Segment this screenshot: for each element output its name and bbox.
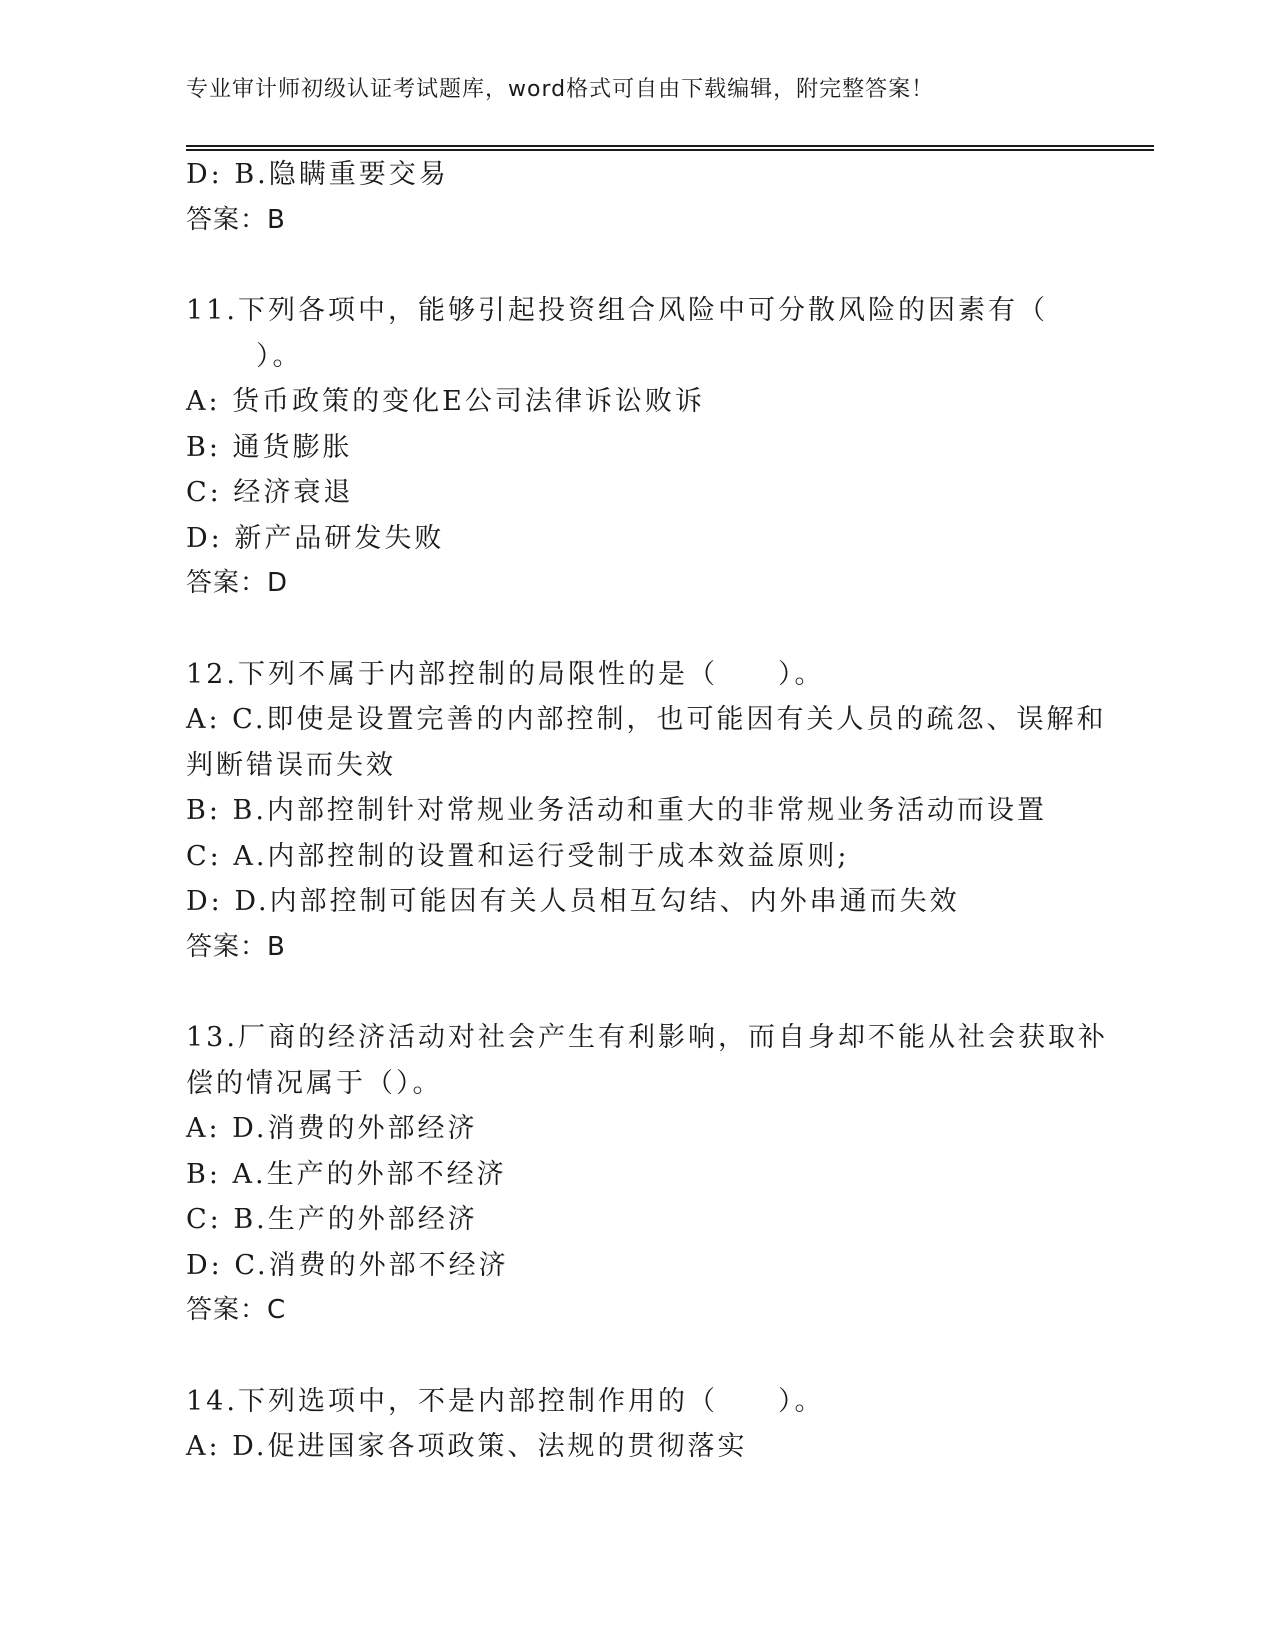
answer: 答案：C: [186, 1295, 287, 1325]
option-c: C: 经济衰退: [186, 477, 354, 508]
option-a: A: D.促进国家各项政策、法规的贯彻落实: [186, 1431, 748, 1462]
answer: 答案：B: [186, 204, 286, 235]
header-divider: [186, 145, 1154, 151]
question-title-continued: 偿的情况属于（）。: [186, 1067, 443, 1099]
question-title: 12.下列不属于内部控制的局限性的是（ ）。: [186, 658, 825, 690]
option-b: B: B.内部控制针对常规业务活动和重大的非常规业务活动而设置: [186, 795, 1047, 826]
option-d: D: D.内部控制可能因有关人员相互勾结、内外串通而失效: [186, 886, 960, 917]
carryover-block: [186, 152, 1086, 243]
question-title-continued: ）。: [256, 340, 303, 372]
question-title: 14.下列选项中，不是内部控制作用的（ ）。: [186, 1385, 825, 1417]
option-a-continued: 判断错误而失效: [186, 749, 396, 781]
page-header: 专业审计师初级认证考试题库，word格式可自由下载编辑，附完整答案！: [186, 77, 935, 102]
option-b: B: A.生产的外部不经济: [186, 1158, 507, 1190]
option-d: D: C.消费的外部不经济: [186, 1249, 509, 1281]
option-a: A: C.即使是设置完善的内部控制，也可能因有关人员的疏忽、误解和: [186, 704, 1107, 735]
question-title: 13.厂商的经济活动对社会产生有利影响，而自身却不能从社会获取补: [186, 1022, 1108, 1053]
answer: 答案：B: [186, 931, 286, 962]
question-13: [186, 1015, 1108, 1334]
question-14: [186, 1379, 1086, 1470]
option-a: A: 货币政策的变化E公司法律诉讼败诉: [186, 386, 705, 417]
option-b: B: 通货膨胀: [186, 431, 353, 463]
option-d: D: 新产品研发失败: [186, 522, 445, 554]
document-body: [186, 152, 1108, 1470]
question-title: 11.下列各项中，能够引起投资组合风险中可分散风险的因素有（: [186, 295, 1048, 326]
option-d: D: B.隐瞒重要交易: [186, 159, 449, 190]
question-12: [186, 652, 1107, 971]
answer: 答案：D: [186, 568, 289, 598]
option-a: A: D.消费的外部经济: [186, 1113, 478, 1144]
option-c: C: A.内部控制的设置和运行受制于成本效益原则;: [186, 840, 850, 872]
option-c: C: B.生产的外部经济: [186, 1204, 478, 1235]
question-11: [186, 288, 1086, 607]
